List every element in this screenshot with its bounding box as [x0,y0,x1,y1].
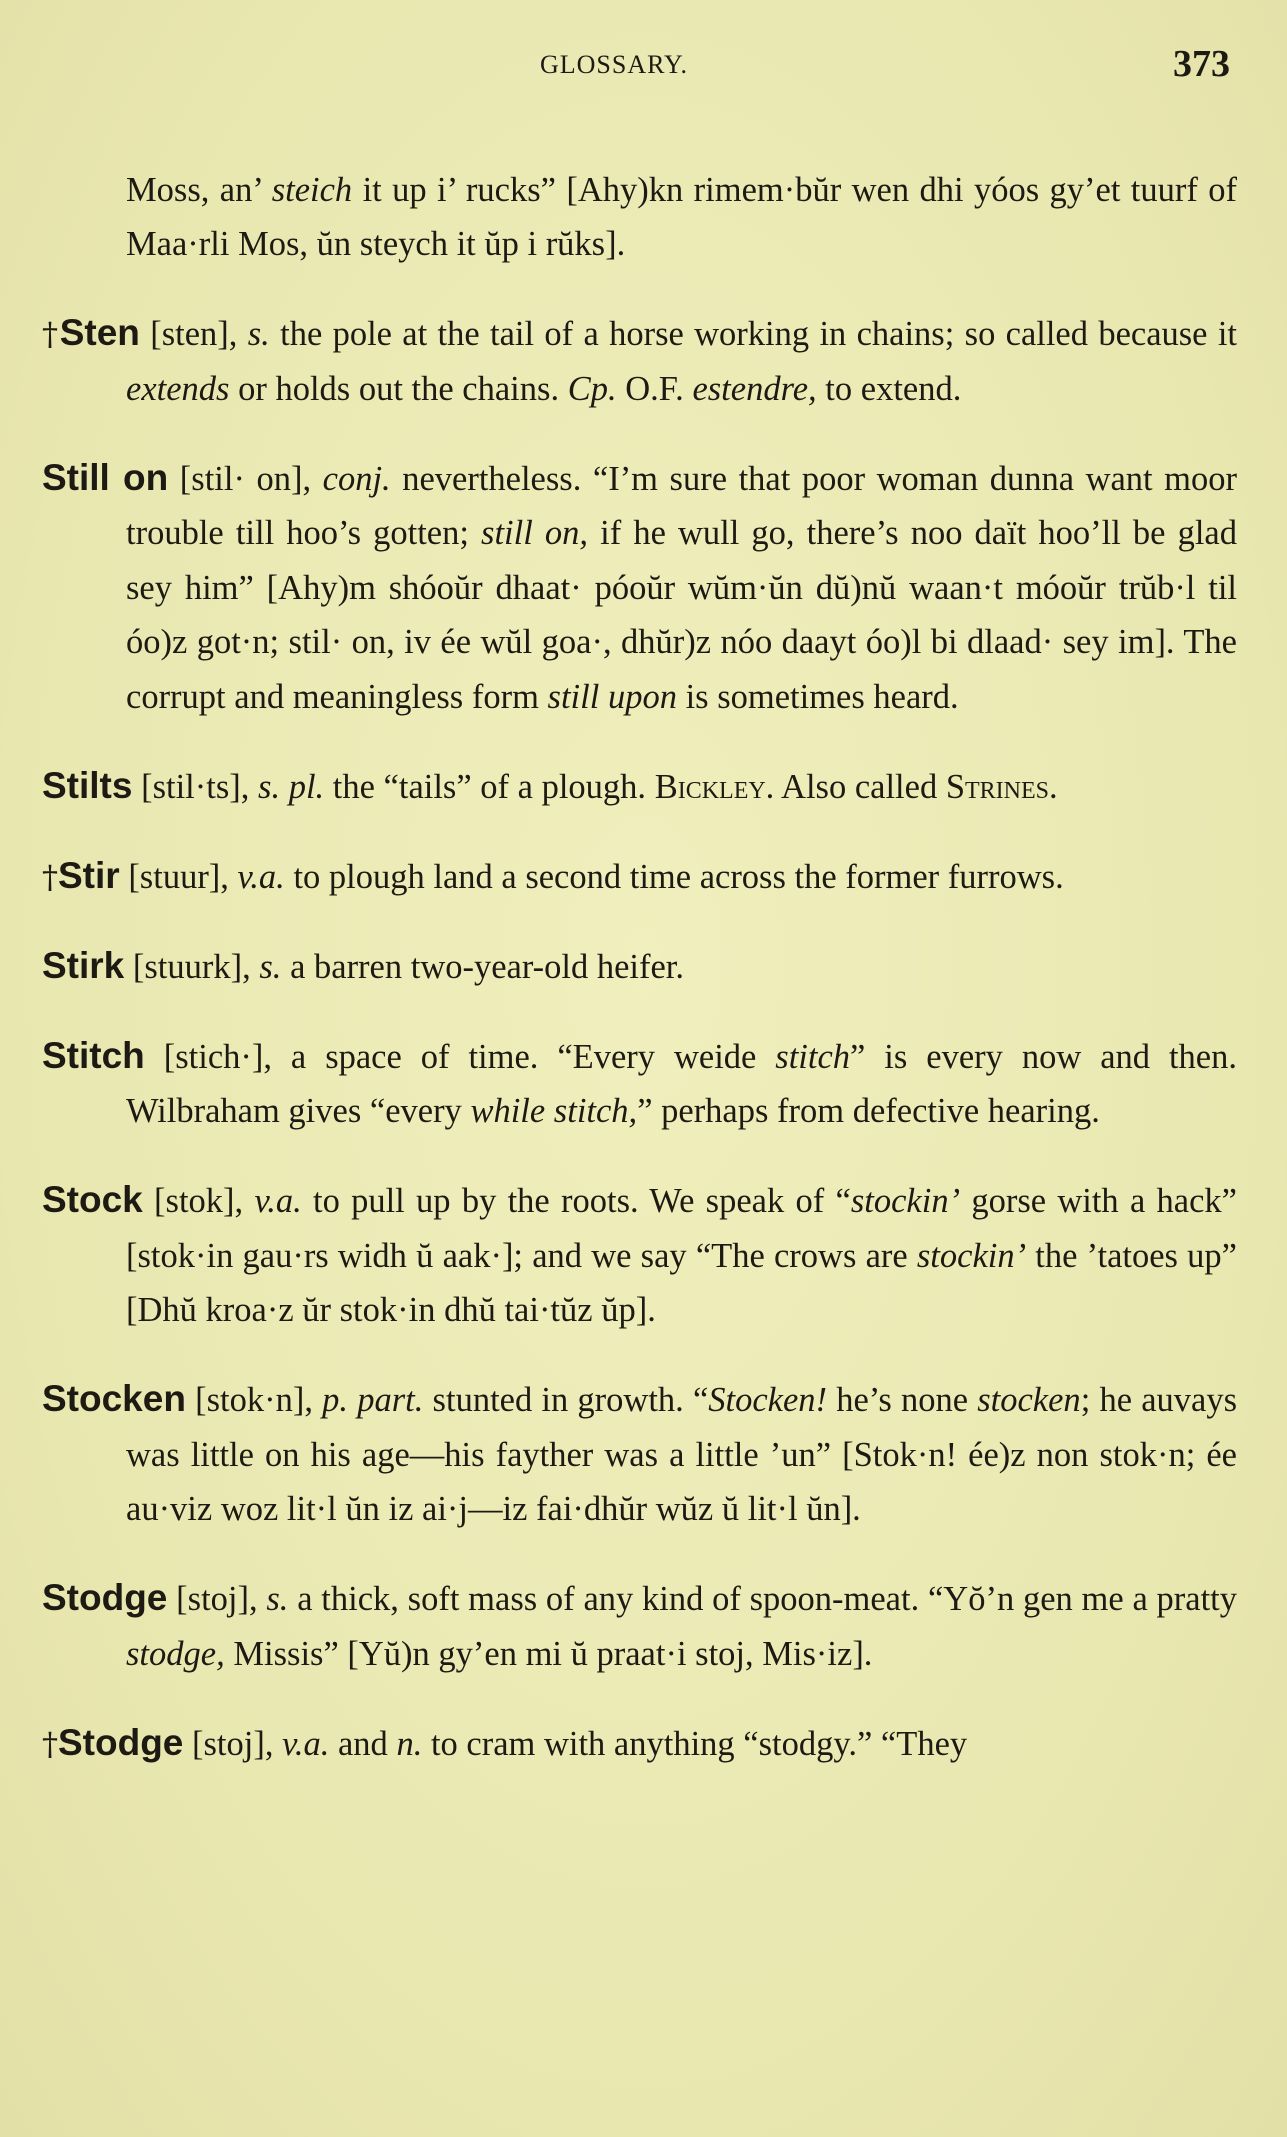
continuation-text: Moss, an’ steich it up i’ rucks” [Ahy)kn rimem·bŭr wen dhi yóos gy’et tuurf of Maa·rli Mos, ŭn steych it ŭp i rŭks]. [126,170,1237,263]
entry-stodge-noun: Stodge [stoj], s. a thick, soft mass of any kind of spoon-meat. “Yŏ’n gen me a pratty stodge, Missis” [Yŭ)n gy’en mi ŭ praat·i stoj, Mis·iz]. [42,1577,1237,1673]
dagger-mark: † [42,315,60,353]
running-title: GLOSSARY. [540,50,688,79]
headword: Stodge [42,1577,168,1618]
page-header [0,42,1287,92]
dagger-mark: † [42,1724,58,1763]
entry-stodge-verb: †Stodge [stoj], v.a. and n. to cram with anything “stodgy.” “They [42,1721,968,1763]
entry-stitch: Stitch [stich·], a space of time. “Every weide stitch” is every now and then. Wilbraham gives “every while stitch,” perhaps from defective hearing. [42,1034,1237,1130]
dagger-mark: † [42,857,58,896]
entry-still-on: Still on [stil· on], conj. nevertheless. “I’m sure that poor woman dunna want moor trouble till hoo’s gotten; still on, if he wull go, there’s noo daït hoo’ll be glad sey him” [Ahy)m shóoŭr dhaat· póoŭr wŭm·ŭn dŭ)nŭ waan·t móoŭr trŭb·l til óo)z got·n; stil· on, iv ée wŭl goa·, dhŭr)z nóo daayt óo)l bi dlaad· sey im]. The corrupt and meaningless form still upon is sometimes heard. [42,456,1237,716]
headword: Still on [42,456,169,498]
entry-stock: Stock [stok], v.a. to pull up by the roots. We speak of “stockin’ gorse with a hack” [stok·in gau·rs widh ŭ aak·]; and we say “The crows are stockin’ the ’tatoes up” [Dhŭ kroa·z ŭr stok·in dhŭ tai·tŭz ŭp]. [42,1179,1237,1329]
headword: Sten [59,312,140,353]
headword: Stitch [42,1034,145,1076]
glossary-body [42,128,1237,1792]
headword: Stodge [58,1721,184,1763]
headword: Stirk [42,944,125,986]
entry-stirk: Stirk [stuurk], s. a barren two-year-old heifer. [42,944,684,986]
headword: Stir [58,854,120,896]
entry-sten: †Sten [sten], s. the pole at the tail of a horse working in chains; so called because it extends or holds out the chains. Cp. O.F. estendre, to extend. [42,312,1237,408]
entry-stocken: Stocken [stok·n], p. part. stunted in growth. “Stocken! he’s none stocken; he auvays was little on his age—his fayther was a little ’un” [Stok·n! ée)z non stok·n; ée au·viz woz lit·l ŭn iz ai·j—iz fai·dhŭr wŭz ŭ lit·l ŭn]. [42,1378,1238,1528]
page-number: 373 [1173,43,1230,85]
headword: Stock [42,1179,143,1220]
headword: Stocken [42,1378,186,1419]
entry-stilts: Stilts [stil·ts], s. pl. the “tails” of a plough. Bickley. Also called Strines. [42,764,1058,806]
headword: Stilts [42,764,133,806]
entry-stir: †Stir [stuur], v.a. to plough land a second time across the former furrows. [42,854,1064,896]
